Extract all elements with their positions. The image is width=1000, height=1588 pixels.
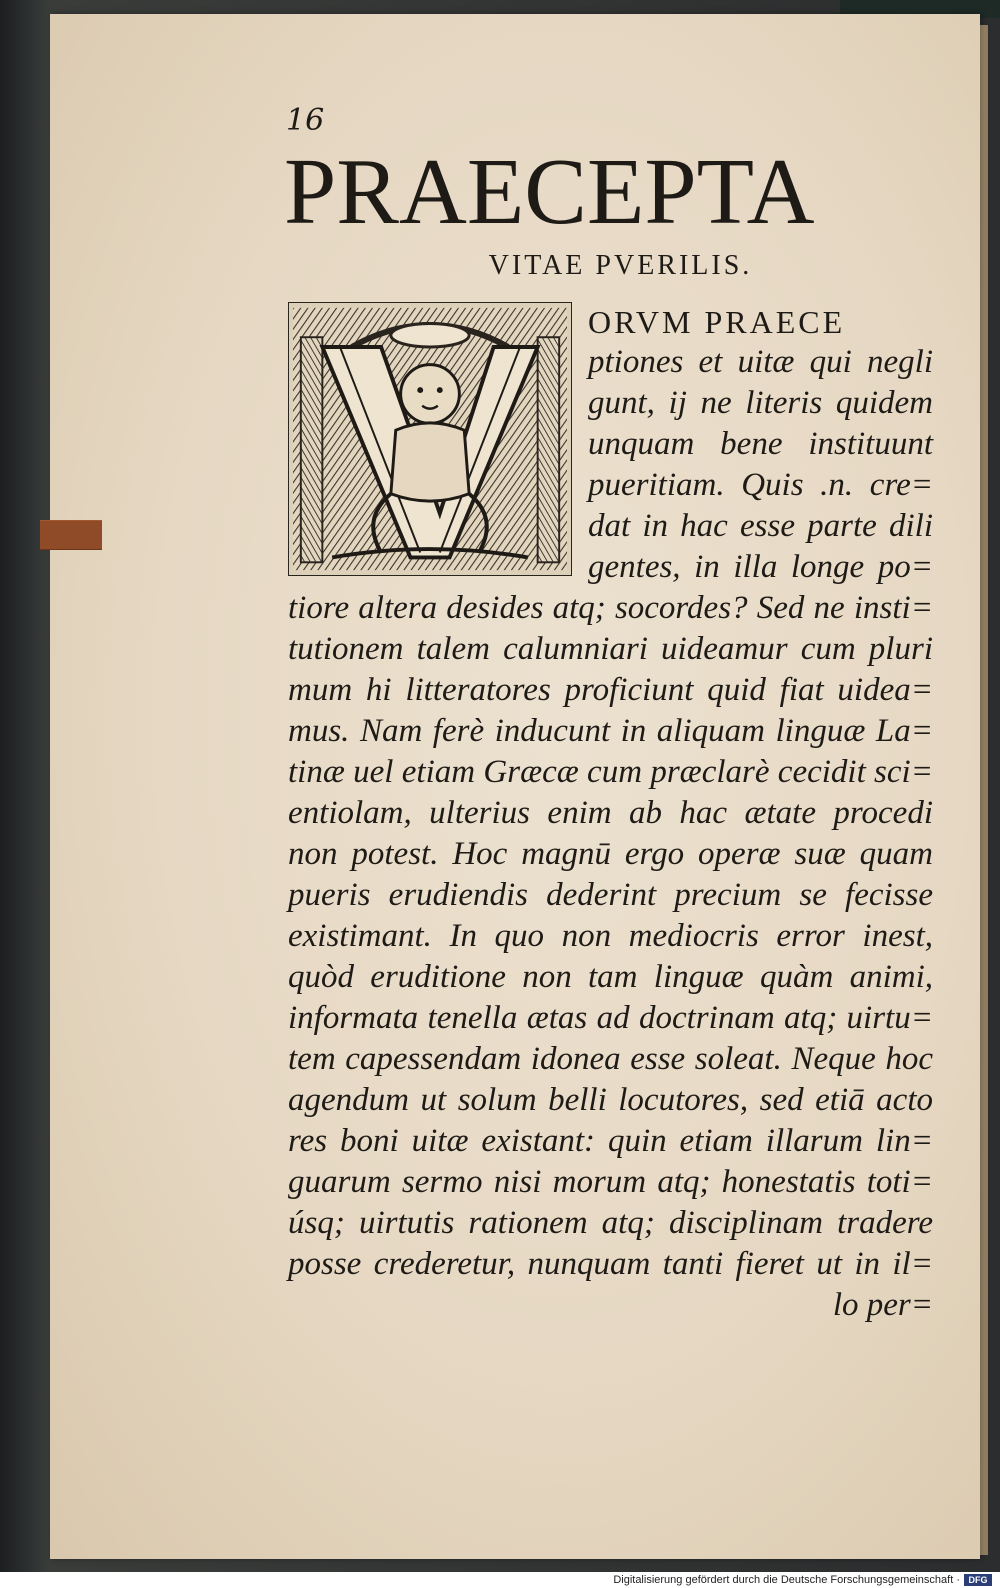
text-line: tutionem talem calumniari uideamur cum pluri: [288, 631, 933, 667]
text-line: quòd eruditione non tam linguæ quàm animi,: [288, 959, 933, 995]
page-title: PRAECEPTA: [284, 140, 815, 244]
text-line: tinæ uel etiam Græcæ cum præclarè cecidit sci=: [288, 754, 933, 790]
text-line: pueris erudiendis dederint precium se fecisse: [288, 877, 933, 913]
page-number: 16: [286, 103, 325, 138]
text-line: ptiones et uitæ qui negli: [588, 344, 933, 380]
text-block: [284, 103, 933, 1326]
text-line: mus. Nam ferè inducunt in aliquam linguæ La=: [288, 713, 933, 749]
text-line: tem capessendam idonea esse soleat. Neque hoc: [288, 1041, 933, 1077]
text-line: dat in hac esse parte dili: [588, 508, 933, 544]
text-line: gentes, in illa longe po=: [588, 549, 933, 585]
text-line: posse crederetur, nunquam tanti fieret ut in il=: [288, 1246, 933, 1282]
footer-credit: Digitalisierung gefördert durch die Deutsche Forschungsgemeinschaft ·: [613, 1574, 960, 1586]
bookmark-tab: [40, 520, 102, 550]
text-line: res boni uitæ existant: quin etiam illarum lin=: [288, 1123, 933, 1159]
footer-bar: [0, 1572, 1000, 1588]
text-line: entiolam, ulterius enim ab hac ætate procedi: [288, 795, 933, 831]
text-line: non potest. Hoc magnū ergo operæ suæ quam: [288, 836, 933, 872]
text-line: gunt, ij ne literis quidem: [588, 385, 933, 421]
dfg-logo-icon: DFG: [964, 1574, 992, 1586]
drop-cap-illustration: [293, 307, 567, 571]
catchword: lo per=: [832, 1287, 933, 1323]
text-line: existimant. In quo non mediocris error inest,: [288, 918, 933, 954]
text-line: tiore altera desides atq; socordes? Sed ne insti=: [288, 590, 933, 626]
text-line: pueritiam. Quis .n. cre=: [588, 467, 933, 503]
page-subtitle: VITAE PVERILIS.: [488, 250, 753, 281]
text-line: úsq; uirtutis rationem atq; disciplinam tradere: [288, 1205, 933, 1241]
text-line: informata tenella ætas ad doctrinam atq; uirtu=: [288, 1000, 933, 1036]
text-line: agendum ut solum belli locutores, sed etiā acto: [288, 1082, 933, 1118]
drop-cap-woodcut: [288, 302, 572, 576]
body-text: [288, 302, 933, 1326]
text-line: unquam bene instituunt: [588, 426, 933, 462]
first-line: ORVM PRAECE: [588, 304, 846, 340]
text-line: mum hi litteratores proficiunt quid fiat uidea=: [288, 672, 933, 708]
text-line: guarum sermo nisi morum atq; honestatis toti=: [288, 1164, 933, 1200]
